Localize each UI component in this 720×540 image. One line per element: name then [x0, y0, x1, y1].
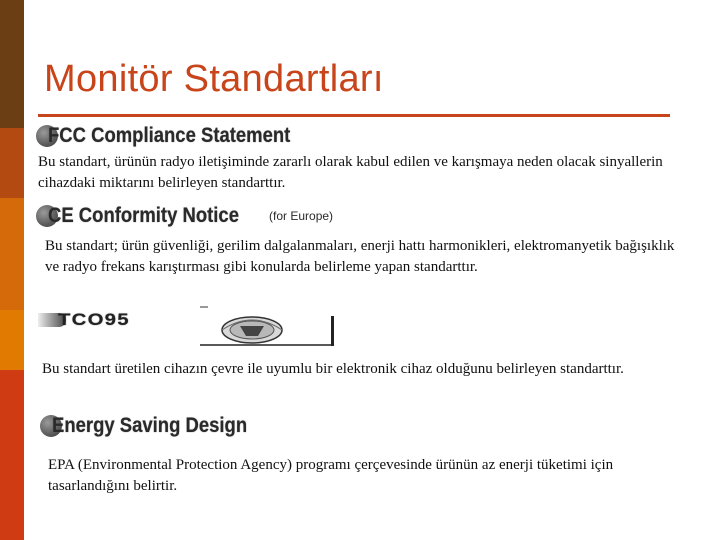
title-underline	[38, 114, 670, 117]
sidebar-segment-2	[0, 128, 24, 198]
decorative-sidebar	[0, 0, 24, 540]
sidebar-segment-1	[0, 0, 24, 128]
tco-badge-graphic	[200, 306, 334, 346]
tco-certification-logo	[200, 306, 334, 346]
tco95-heading	[38, 310, 130, 330]
tco95-description: Bu standart üretilen cihazın çevre ile uyumlu bir elektronik cihaz olduğunu belirleyen standarttır.	[42, 361, 624, 377]
fcc-description: Bu standart, ürünün radyo iletişiminde zararlı olarak kabul edilen ve karışmaya neden olacak sinyallerin cihazdaki miktarını belirleyen standarttır.	[38, 154, 663, 191]
sidebar-segment-4	[0, 310, 24, 370]
ce-description: Bu standart; ürün güvenliği, gerilim dalgalanmaları, enerji hattı harmonikleri, elektromanyetik bağışıklık ve radyo frekans karıştırması gibi konularda belirleme yapan standarttır.	[45, 238, 675, 275]
energy-heading-text: Energy Saving Design	[52, 414, 248, 437]
slide-title: Monitör Standartları	[44, 58, 384, 100]
tco95-heading-text: TCO95	[58, 310, 130, 329]
energy-heading	[40, 414, 274, 438]
sidebar-segment-5	[0, 370, 24, 540]
ce-heading-note: (for Europe)	[269, 209, 334, 223]
ce-heading	[36, 204, 333, 228]
sidebar-segment-3	[0, 198, 24, 310]
energy-description: EPA (Environmental Protection Agency) programı çerçevesinde ürünün az enerji tüketimi için tasarlandığını belirtir.	[48, 457, 614, 494]
fcc-heading	[36, 124, 323, 148]
fcc-heading-text: FCC Compliance Statement	[48, 124, 291, 147]
ce-heading-text: CE Conformity Notice	[48, 204, 239, 227]
